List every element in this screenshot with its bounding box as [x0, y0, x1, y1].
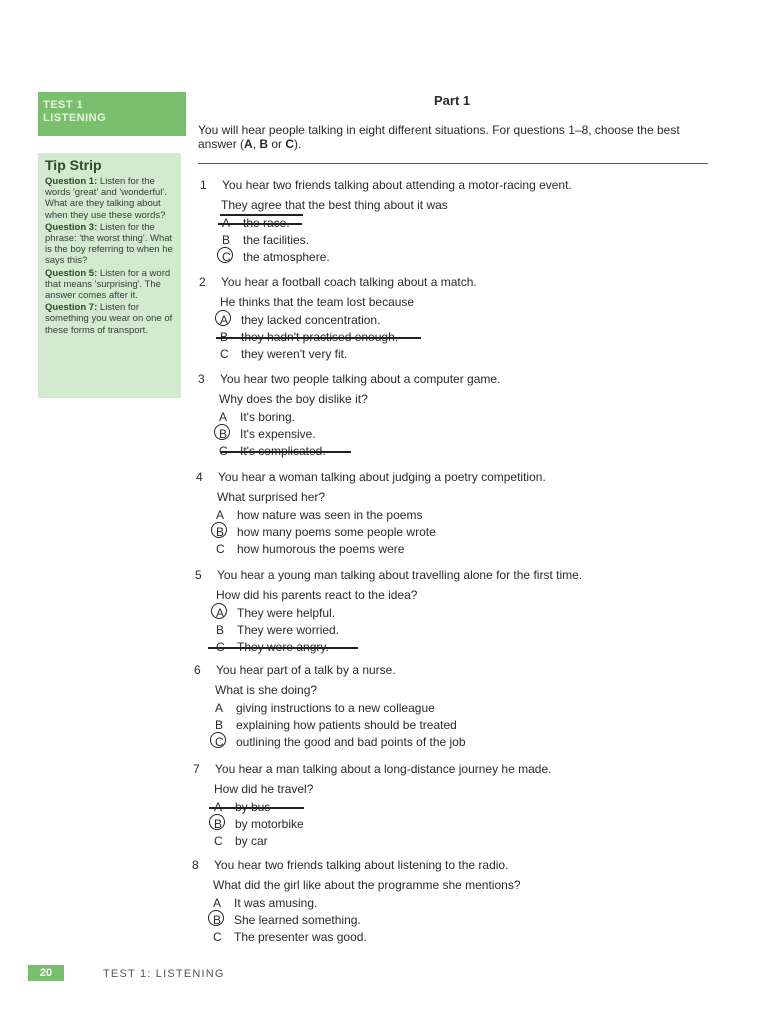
question-prompt: They agree that the best thing about it was: [221, 198, 448, 212]
option-letter: [214, 834, 235, 848]
crossed-out-mark: [218, 223, 302, 225]
instructions-text: You will hear people talking in eight different situations. For questions 1–8, choose the best answer (: [198, 123, 680, 151]
answer-option-a[interactable]: [213, 896, 317, 910]
footer-label: TEST 1: LISTENING: [103, 968, 225, 980]
tip-label: Question 3:: [45, 221, 98, 233]
option-letter: [216, 542, 237, 556]
answer-option-b[interactable]: [220, 330, 398, 344]
option-letter-text: C: [214, 834, 223, 848]
question-number: 6: [194, 663, 201, 677]
option-text: The presenter was good.: [234, 930, 367, 944]
question-number: 4: [196, 470, 203, 484]
option-letter: [216, 606, 237, 620]
answer-option-b[interactable]: [219, 427, 316, 441]
answer-option-b[interactable]: [214, 817, 304, 831]
tip-text: Listen for a word that means 'surprising'. The answer comes after it.: [45, 267, 171, 302]
option-letter: [215, 735, 236, 749]
option-letter-text: B: [213, 913, 222, 927]
option-letter: [215, 718, 236, 732]
circled-answer-mark: [208, 910, 224, 926]
option-letter-text: C: [213, 930, 222, 944]
question-number: 3: [198, 372, 205, 386]
answer-option-c[interactable]: [216, 542, 404, 556]
option-letter-text: B: [219, 427, 228, 441]
question-prompt: What did the girl like about the programme she mentions?: [213, 878, 521, 892]
option-letter-text: A: [216, 606, 225, 620]
tip-label: Question 1:: [45, 176, 98, 187]
section-header-line1: TEST 1: [43, 99, 84, 111]
answer-option-a[interactable]: [214, 800, 270, 814]
option-letter-text: C: [216, 542, 225, 556]
section-header-line2: LISTENING: [43, 112, 107, 124]
question-number: 7: [193, 762, 200, 776]
answer-option-b[interactable]: [216, 623, 339, 637]
crossed-out-mark: [208, 647, 358, 649]
instructions-end: ).: [294, 137, 302, 151]
option-letter-text: A: [222, 216, 231, 230]
section-header: [38, 92, 186, 136]
answer-option-a[interactable]: [220, 313, 380, 327]
option-letter: [220, 347, 241, 361]
question-text: You hear two friends talking about listening to the radio.: [214, 858, 509, 872]
option-text: they hadn't practised enough.: [241, 330, 399, 344]
choice-a: A: [244, 137, 253, 151]
option-letter: [213, 896, 234, 910]
option-letter: [219, 410, 240, 424]
option-text: They were helpful.: [237, 606, 336, 620]
tip-strip-title: Tip Strip: [45, 157, 102, 173]
question-number: 2: [199, 275, 206, 289]
instructions: [198, 123, 708, 151]
option-text: they weren't very fit.: [241, 347, 348, 361]
answer-option-b[interactable]: [216, 525, 436, 539]
page-number: 20: [28, 965, 64, 981]
option-text: It's boring.: [240, 410, 295, 424]
divider: [198, 163, 708, 164]
option-text: the atmosphere.: [243, 250, 330, 264]
option-text: they lacked concentration.: [241, 313, 381, 327]
tip-item: [45, 268, 175, 302]
circled-answer-mark: [211, 603, 227, 619]
question-text: You hear two friends talking about attending a motor-racing event.: [222, 178, 572, 192]
question-prompt: Why does the boy dislike it?: [219, 392, 368, 406]
choice-b: B: [259, 137, 269, 151]
option-letter-text: A: [213, 896, 222, 910]
answer-option-c[interactable]: [215, 735, 466, 749]
question-text: You hear a man talking about a long-distance journey he made.: [215, 762, 552, 776]
option-letter-text: C: [222, 250, 231, 264]
answer-option-a[interactable]: [215, 701, 435, 715]
question-text: You hear two people talking about a computer game.: [220, 372, 501, 386]
tip-item: [45, 176, 175, 221]
part-title: Part 1: [434, 93, 471, 108]
option-text: They were worried.: [237, 623, 340, 637]
sep: or: [268, 137, 286, 151]
answer-option-c[interactable]: [222, 250, 330, 264]
circled-answer-mark: [209, 814, 225, 830]
option-letter-text: A: [219, 410, 228, 424]
answer-option-a[interactable]: [216, 508, 422, 522]
option-text: how nature was seen in the poems: [237, 508, 423, 522]
circled-answer-mark: [210, 732, 226, 748]
option-letter-text: B: [222, 233, 231, 247]
option-text: the race.: [243, 216, 290, 230]
option-letter: [216, 508, 237, 522]
option-letter-text: B: [216, 525, 225, 539]
answer-option-b[interactable]: [213, 913, 361, 927]
tip-item: [45, 222, 175, 267]
question-prompt: What is she doing?: [215, 683, 318, 697]
answer-option-b[interactable]: [222, 233, 309, 247]
option-letter-text: B: [216, 623, 225, 637]
option-letter-text: C: [220, 347, 229, 361]
tip-strip: [38, 153, 181, 398]
question-prompt: He thinks that the team lost because: [220, 295, 415, 309]
question-text: You hear a woman talking about judging a poetry competition.: [218, 470, 546, 484]
crossed-out-mark: [221, 451, 351, 453]
option-text: It was amusing.: [234, 896, 318, 910]
crossed-out-mark: [209, 807, 304, 809]
option-text: She learned something.: [234, 913, 361, 927]
option-text: how humorous the poems were: [237, 542, 405, 556]
option-text: giving instructions to a new colleague: [236, 701, 435, 715]
option-letter-text: B: [220, 330, 229, 344]
option-letter: [216, 525, 237, 539]
option-letter-text: C: [216, 640, 225, 654]
circled-answer-mark: [214, 424, 230, 440]
option-text: by bus: [235, 800, 271, 814]
circled-answer-mark: [211, 522, 227, 538]
tip-label: Question 5:: [45, 267, 98, 279]
option-text: explaining how patients should be treated: [236, 718, 457, 732]
option-text: They were angry.: [237, 640, 329, 654]
option-text: It's complicated.: [240, 444, 326, 458]
circled-answer-mark: [215, 310, 231, 326]
tip-item: [45, 302, 175, 336]
option-text: outlining the good and bad points of the job: [236, 735, 466, 749]
question-number: 8: [192, 858, 199, 872]
option-letter-text: C: [215, 735, 224, 749]
answer-option-b[interactable]: [215, 718, 457, 732]
answer-option-c[interactable]: [214, 834, 268, 848]
option-text: It's expensive.: [240, 427, 316, 441]
option-letter-text: B: [215, 718, 224, 732]
option-letter: [213, 930, 234, 944]
question-number: 1: [200, 178, 207, 192]
option-letter: [222, 233, 243, 247]
option-letter: [222, 250, 243, 264]
answer-option-a[interactable]: [216, 606, 335, 620]
option-letter-text: A: [216, 508, 225, 522]
option-letter-text: A: [220, 313, 229, 327]
option-letter: [214, 817, 235, 831]
option-letter: [220, 313, 241, 327]
question-prompt: How did he travel?: [214, 782, 314, 796]
answer-option-c[interactable]: [219, 444, 326, 458]
answer-option-c[interactable]: [216, 640, 329, 654]
option-text: the facilities.: [243, 233, 310, 247]
answer-option-c[interactable]: [220, 347, 347, 361]
crossed-out-mark: [216, 337, 421, 339]
option-letter: [213, 913, 234, 927]
option-letter: [215, 701, 236, 715]
answer-option-a[interactable]: [222, 216, 290, 230]
tip-text: Listen for the words 'great' and 'wonderful'. What are they talking about when they use these words?: [45, 176, 167, 221]
answer-option-a[interactable]: [219, 410, 295, 424]
answer-option-c[interactable]: [213, 930, 367, 944]
option-text: by motorbike: [235, 817, 304, 831]
option-letter-text: A: [214, 800, 223, 814]
tip-label: Question 7:: [45, 302, 98, 314]
question-prompt: What surprised her?: [217, 490, 326, 504]
tip-text: Listen for the phrase: 'the worst thing'. What is the boy referring to when he says this?: [45, 221, 173, 267]
choice-c: C: [285, 137, 295, 151]
question-prompt: How did his parents react to the idea?: [216, 588, 418, 602]
option-letter: [216, 623, 237, 637]
tip-text: Listen for something you wear on one of these forms of transport.: [45, 302, 173, 336]
question-number: 5: [195, 568, 202, 582]
option-text: how many poems some people wrote: [237, 525, 436, 539]
sep: ,: [252, 137, 260, 151]
question-text: You hear part of a talk by a nurse.: [216, 663, 396, 677]
question-text: You hear a football coach talking about a match.: [221, 275, 477, 289]
question-text: You hear a young man talking about travelling alone for the first time.: [217, 568, 583, 582]
option-letter-text: A: [215, 701, 224, 715]
option-letter: [219, 427, 240, 441]
option-letter-text: B: [214, 817, 223, 831]
circled-answer-mark: [217, 247, 233, 263]
option-text: by car: [235, 834, 268, 848]
option-letter-text: C: [219, 444, 228, 458]
